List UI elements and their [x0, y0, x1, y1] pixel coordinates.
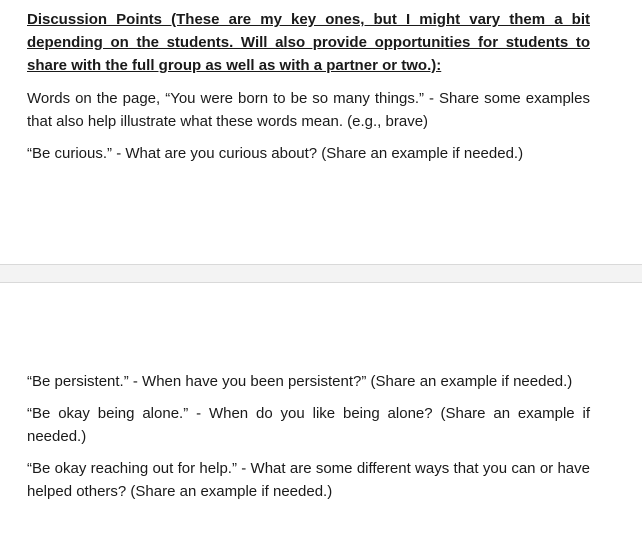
document-page-1	[0, 0, 642, 264]
discussion-points-heading: Discussion Points (These are my key ones, but I might vary them a bit depending on the students. Will also provide opportunities for students to share with the full group as well as with a partner or two.):	[27, 11, 590, 74]
document-page-2	[0, 283, 642, 544]
page-1-content	[27, 8, 590, 174]
discussion-point-reaching-out: “Be okay reaching out for help.” - What are some different ways that you can or have helped others? (Share an example if needed.)	[27, 460, 590, 500]
page-break-gap	[0, 264, 642, 283]
page-2-content	[27, 370, 590, 512]
discussion-point-be-curious: “Be curious.” - What are you curious about? (Share an example if needed.)	[27, 145, 524, 162]
discussion-point-be-okay-alone: “Be okay being alone.” - When do you like being alone? (Share an example if needed.)	[27, 405, 590, 445]
discussion-point-words-on-page: Words on the page, “You were born to be so many things.” - Share some examples that also help illustrate what these words mean. (e.g., brave)	[27, 90, 590, 130]
discussion-point-be-persistent: “Be persistent.” - When have you been persistent?” (Share an example if needed.)	[27, 373, 573, 390]
